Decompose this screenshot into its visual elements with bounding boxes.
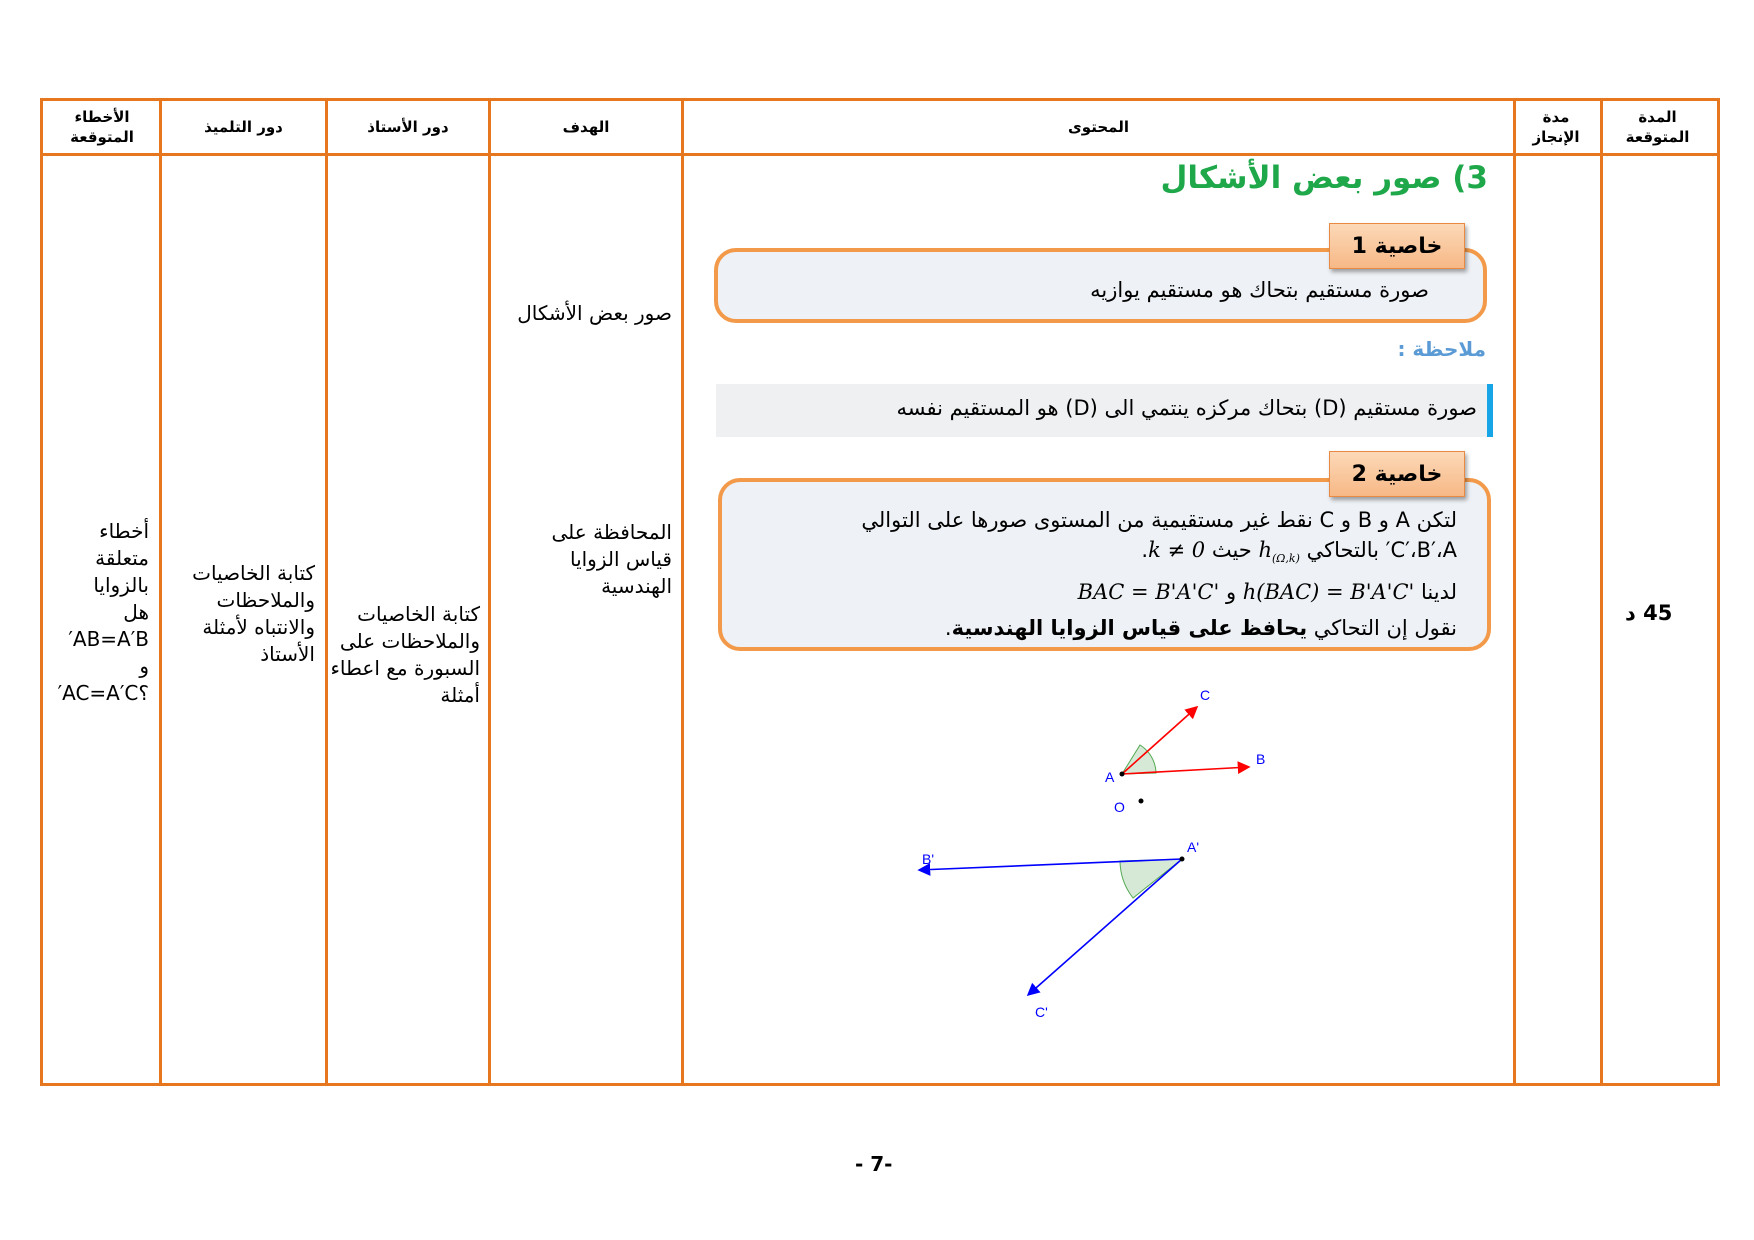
property2-line3 <box>1078 580 1457 604</box>
property2-line1: لتكن A و B و C نقط غير مستقيمية من المستوى صورها على التوالي <box>861 508 1457 532</box>
errors-line4: و <box>139 654 149 678</box>
label-o: O <box>1114 799 1125 815</box>
property1-label: خاصية 1 <box>1329 223 1465 269</box>
property2-line4 <box>945 616 1457 640</box>
label-b-prime: B' <box>922 851 935 867</box>
student-role-text: كتابة الخاصيات والملاحظات والانتباه لأمثلة الأستاذ <box>192 561 315 666</box>
property2-line2-end: . <box>1141 538 1149 562</box>
vector-ac <box>1122 707 1197 774</box>
math-image-angle: h(BAC) = B'A'C' <box>1242 580 1415 604</box>
note-label: ملاحظة : <box>1397 337 1486 361</box>
expected-time-value: 45 د <box>1625 601 1673 625</box>
property1-text: صورة مستقيم بتحاك هو مستقيم يوازيه <box>1090 278 1429 302</box>
column-divider <box>488 98 491 1086</box>
property2-line2-text: C′،B′،A′ بالتحاكي <box>1306 538 1457 562</box>
point-o <box>1139 799 1144 804</box>
homothety-subscript: (Ω,k) <box>1272 552 1300 566</box>
header-student-role: دور التلميذ <box>204 118 283 136</box>
header-expected-time: المدة المتوقعة <box>1625 108 1690 146</box>
column-divider <box>1600 98 1603 1086</box>
label-c: C <box>1200 687 1211 703</box>
point-a-prime <box>1180 857 1185 862</box>
header-content: المحتوى <box>1068 118 1129 136</box>
header-errors: الأخطاء المتوقعة <box>70 108 134 146</box>
header-completion-time: مدة الإنجاز <box>1532 108 1580 146</box>
section-title: 3) صور بعض الأشكال <box>1160 160 1488 196</box>
column-divider <box>1513 98 1516 1086</box>
header-goal: الهدف <box>562 118 610 136</box>
errors-line1: أخطاء متعلقة بالزوايا <box>93 519 149 597</box>
point-a <box>1120 772 1125 777</box>
property2-line4-end: . <box>944 616 952 640</box>
errors-line2: هل <box>123 600 149 624</box>
header-teacher-role: دور الأستاذ <box>367 118 449 136</box>
column-divider <box>325 98 328 1086</box>
k-condition: k ≠ 0 <box>1148 538 1206 562</box>
goal-1: صور بعض الأشكال <box>517 301 672 325</box>
page-number: - 7- <box>855 1152 893 1176</box>
errors-text <box>53 518 149 707</box>
homothety-h: h <box>1258 538 1273 562</box>
property2-line3-and: و <box>1225 580 1237 604</box>
homothety-symbol <box>1258 538 1300 566</box>
note-box <box>716 384 1493 437</box>
property2-line2 <box>1141 538 1457 565</box>
angle-b2a2c2-arc <box>1120 859 1182 898</box>
homothety-figure <box>900 680 1300 1020</box>
label-a-prime: A' <box>1187 839 1200 855</box>
note-text: صورة مستقيم (D) بتحاك مركزه ينتمي الى (D) هو المستقيم نفسه <box>896 396 1477 420</box>
property2-line4-text: نقول إن التحاكي <box>1313 616 1457 640</box>
property2-box <box>718 478 1491 651</box>
property2-label: خاصية 2 <box>1329 451 1465 497</box>
label-c-prime: C' <box>1035 1004 1048 1020</box>
errors-line3: AB=A′B′ <box>68 627 149 651</box>
math-angle-equality: BAC = B'A'C' <box>1077 580 1220 604</box>
column-divider <box>681 98 684 1086</box>
errors-line5: ؟AC=A′C′ <box>57 681 149 705</box>
label-b: B <box>1256 751 1266 767</box>
goal-2: المحافظة على قياس الزوايا الهندسية <box>551 520 672 598</box>
property2-line4-bold: يحافظ على قياس الزوايا الهندسية <box>951 616 1308 640</box>
label-a: A <box>1105 769 1115 785</box>
vector-a2c2 <box>1028 859 1182 995</box>
column-divider <box>159 98 162 1086</box>
property2-line2-where: حيث <box>1211 538 1252 562</box>
teacher-role-text: كتابة الخاصيات والملاحظات على السبورة مع اعطاء أمثلة <box>330 602 480 707</box>
property2-line3-we-have: لدينا <box>1420 580 1457 604</box>
